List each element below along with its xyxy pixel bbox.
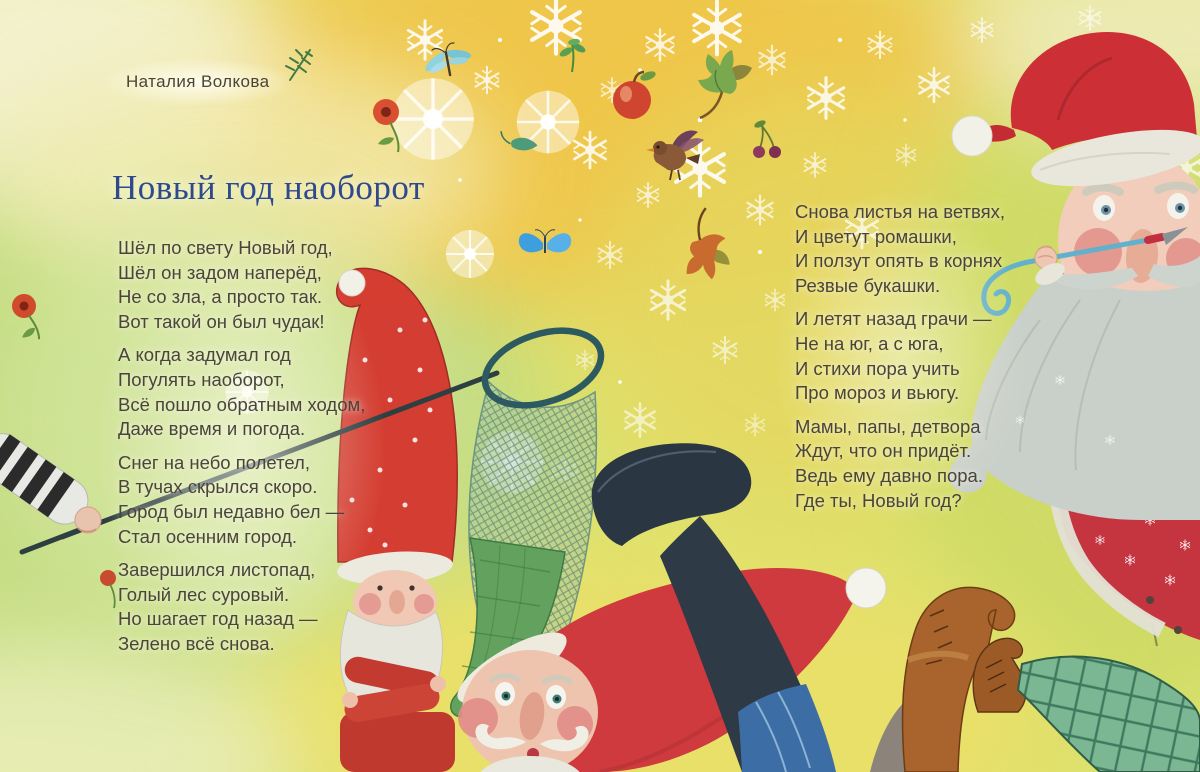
poem-line: Погулять наоборот,: [118, 368, 285, 390]
poem-line: Не со зла, а просто так.: [118, 286, 323, 308]
poem-line: Зелено всё снова.: [118, 632, 275, 654]
poem-line: Но шагает год назад —: [118, 608, 318, 630]
poem-line: Ведь ему давно пора.: [795, 464, 983, 486]
poem-line: Завершился листопад,: [118, 559, 316, 581]
poem-stanza: [118, 558, 365, 656]
poem-stanza: [795, 307, 1005, 405]
poem-line: Стал осенним город.: [118, 525, 298, 547]
author-name: Наталия Волкова: [100, 58, 295, 106]
poem-line: Вот такой он был чудак!: [118, 310, 325, 332]
poem-line: В тучах скрылся скоро.: [118, 476, 318, 498]
poem-line: А когда задумал год: [118, 344, 291, 366]
poem-stanza: [795, 415, 1005, 513]
poem-left-column: [96, 224, 387, 669]
poem-line: И ползут опять в корнях: [795, 250, 1003, 272]
poem-stanza: [118, 451, 365, 549]
poem-line: Ждут, что он придёт.: [795, 440, 972, 462]
poem-line: Голый лес суровый.: [118, 583, 290, 605]
poem-line: И цветут ромашки,: [795, 225, 957, 247]
poem-line: Снова листья на ветвях,: [795, 201, 1006, 222]
poem-stanza: [118, 236, 365, 334]
poem-line: Про мороз и вьюгу.: [795, 382, 960, 404]
poem-line: Даже время и погода.: [118, 418, 306, 440]
poem-line: Шёл по свету Новый год,: [118, 237, 333, 258]
poem-stanza: [795, 200, 1005, 298]
poem-right-column: [773, 188, 1027, 525]
poem-line: Резвые букашки.: [795, 274, 941, 296]
poem-line: Мамы, папы, детвора: [795, 415, 981, 437]
poem-line: Всё пошло обратным ходом,: [118, 393, 366, 415]
poem-line: Шёл он задом наперёд,: [118, 261, 322, 283]
poem-line: И стихи пора учить: [795, 357, 960, 379]
poem-line: Город был недавно бел —: [118, 500, 345, 522]
poem-line: Не на юг, а с юга,: [795, 332, 944, 354]
poem-line: Снег на небо полетел,: [118, 451, 310, 473]
poem-stanza: [118, 343, 365, 441]
poem-line: Где ты, Новый год?: [795, 489, 962, 511]
poem-title: Новый год наоборот: [112, 168, 425, 207]
poem-line: И летят назад грачи —: [795, 308, 992, 330]
